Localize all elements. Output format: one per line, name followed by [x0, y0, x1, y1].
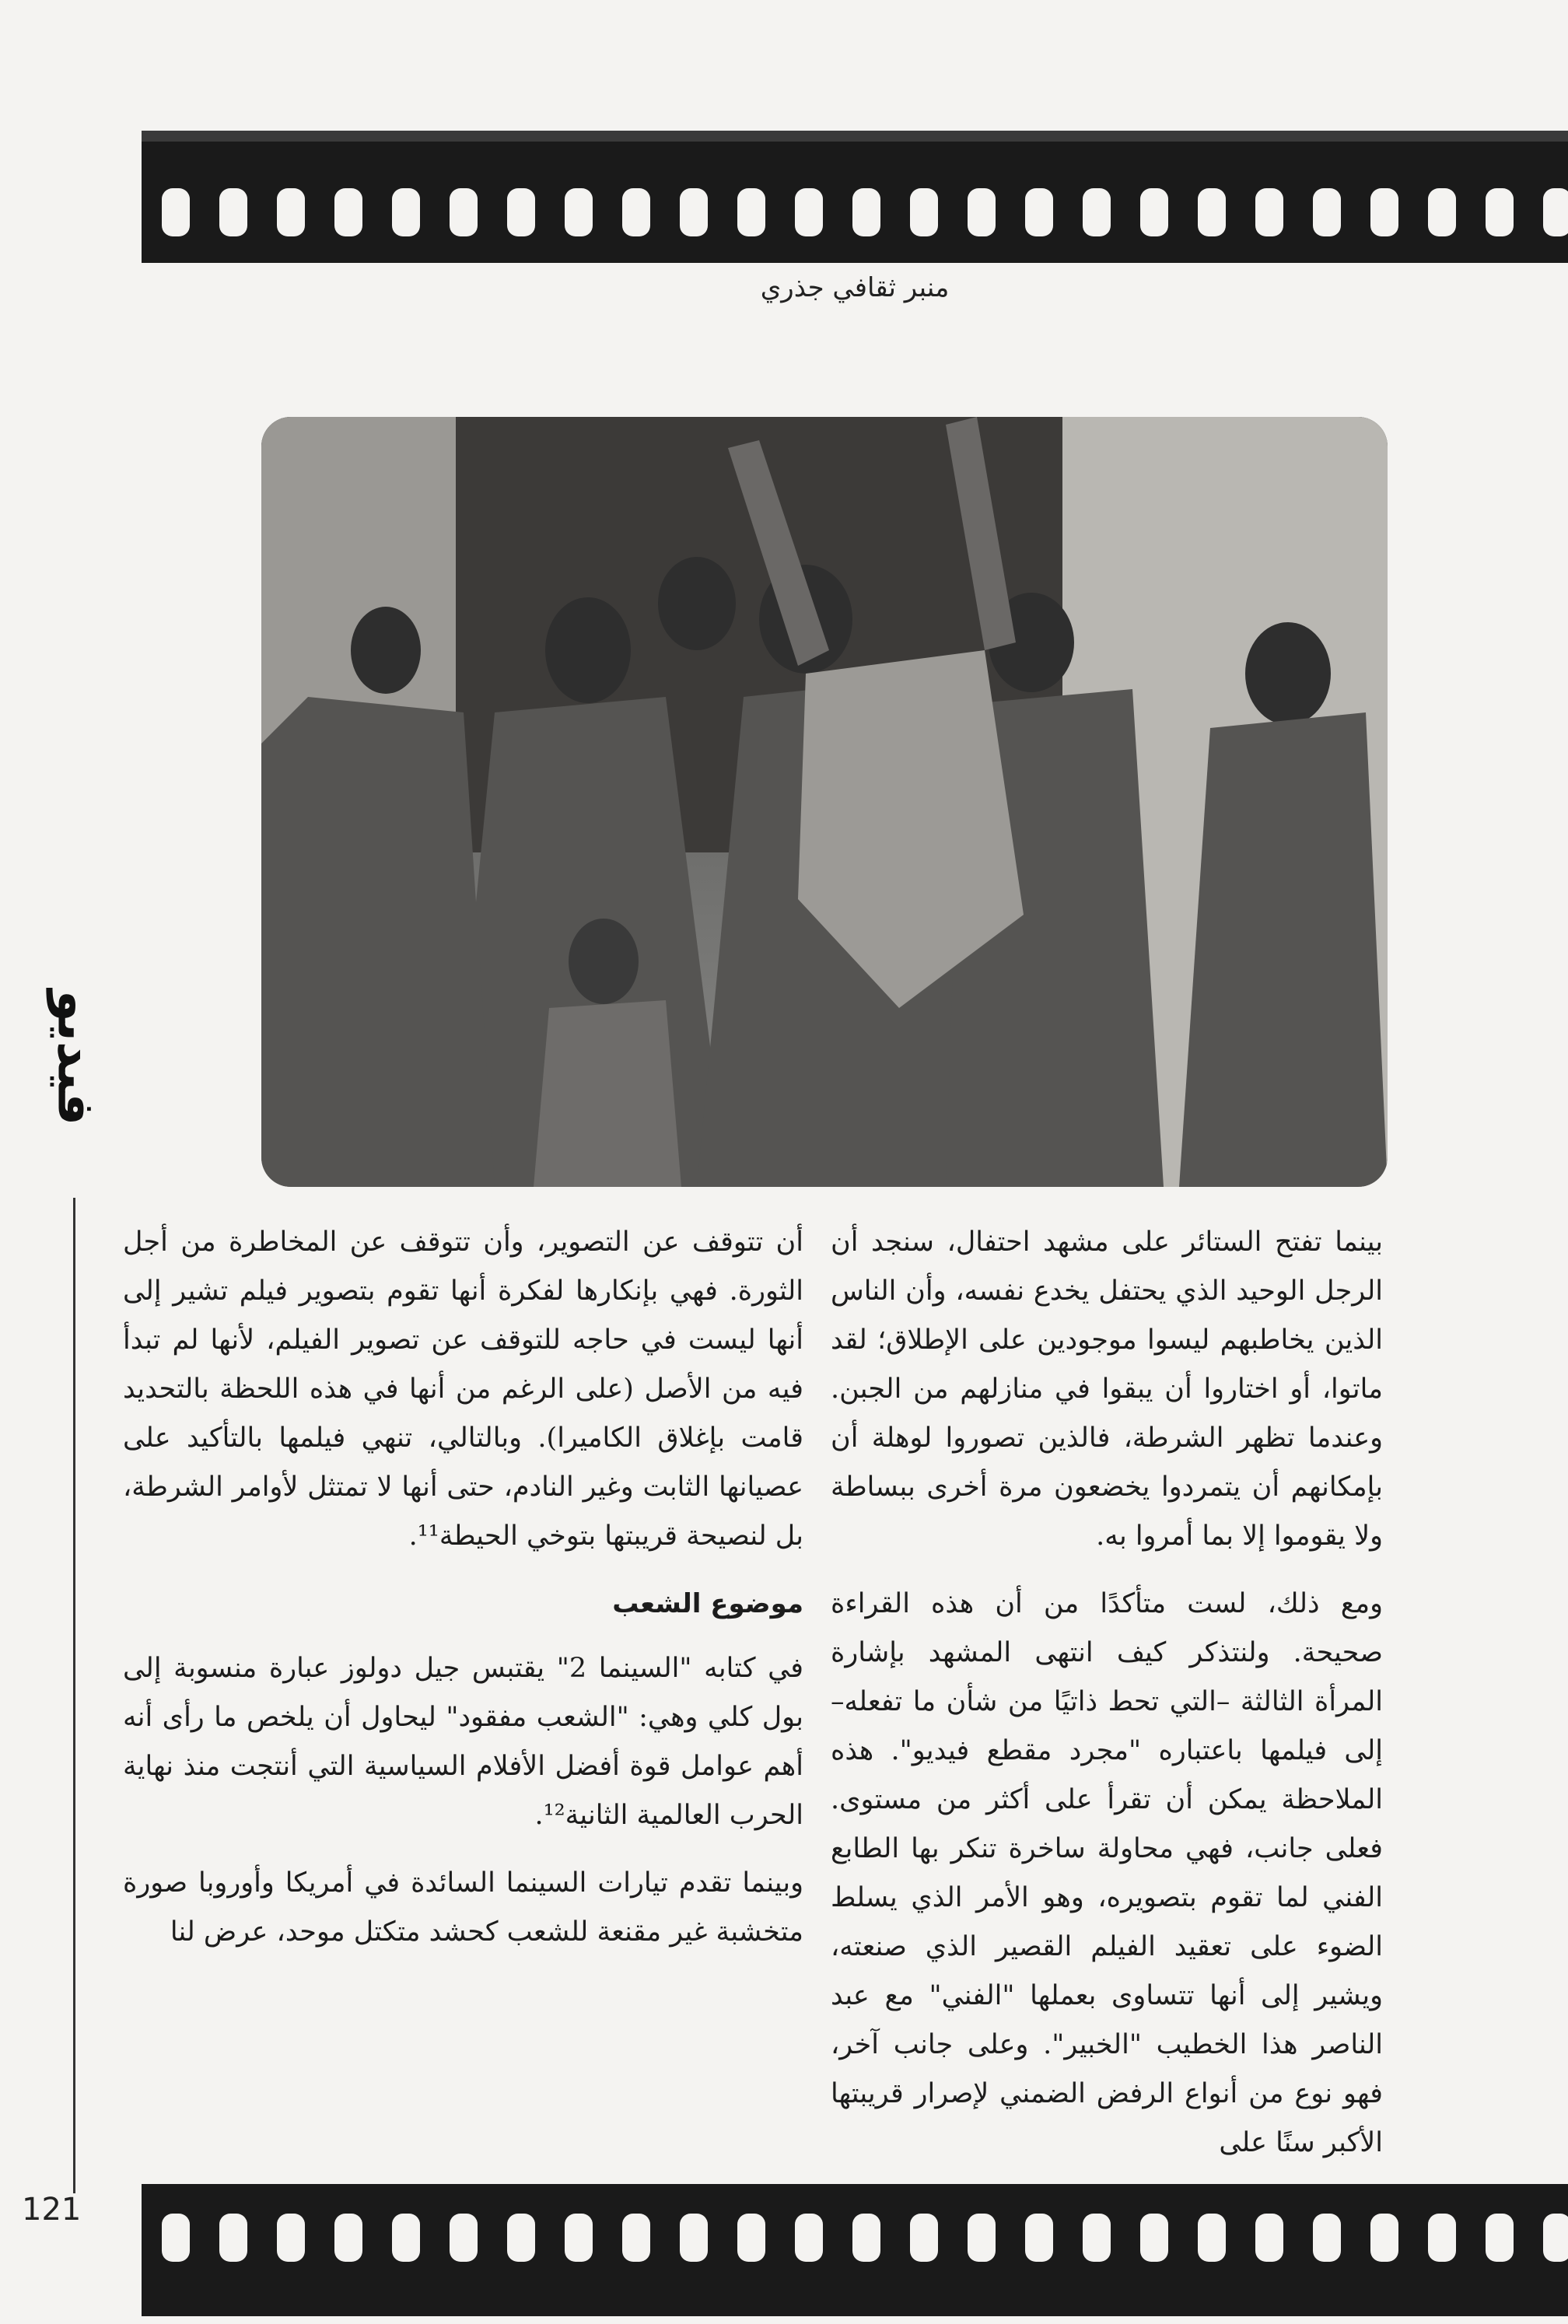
protest-photo [261, 417, 1388, 1187]
sprocket-hole [277, 2214, 305, 2262]
sprocket-hole [1313, 188, 1341, 236]
sprocket-hole [334, 188, 362, 236]
sprocket-hole [1428, 2214, 1456, 2262]
side-divider-line [73, 1198, 75, 2193]
sprocket-hole [162, 2214, 190, 2262]
sprocket-hole [450, 2214, 478, 2262]
sprocket-hole [1083, 188, 1111, 236]
sprocket-hole [1543, 2214, 1568, 2262]
sprocket-hole [795, 2214, 823, 2262]
paragraph: وبينما تقدم تيارات السينما السائدة في أمريكا وأوروبا صورة متخشبة غير مقنعة للشعب كحشد متكتل موحد، عرض لنا [123, 1867, 803, 1948]
film-strip-top-graphic [142, 131, 1568, 263]
sprocket-hole [1198, 2214, 1226, 2262]
sprocket-hole [737, 2214, 765, 2262]
sprocket-hole [392, 2214, 420, 2262]
section-title-text: فيديو [46, 989, 107, 1126]
sprocket-hole [852, 2214, 880, 2262]
page-number: 121 [22, 2192, 82, 2228]
sprocket-hole [1428, 188, 1456, 236]
sprocket-hole [277, 188, 305, 236]
paragraph: ومع ذلك، لست متأكدًا من أن هذه القراءة صحيحة. ولنتذكر كيف انتهى المشهد بإشارة المرأة الثالثة –التي تحط ذاتيًا من شأن ما تفعله– إلى فيلمها باعتباره "مجرد مقطع فيديو". هذه الملاحظة يمكن أن تقرأ على أكثر من مستوى. فعلى جانب، فهي محاولة ساخرة تنكر بها الطابع الفني لما تقوم بتصويره، وهو الأمر الذي يسلط الضوء على تعقيد الفيلم القصير الذي صنعته، ويشير إلى أنها تتساوى بعملها "الفني" مع عبد الناصر هذا الخطيب "الخبير". وعلى جانب آخر، فهو نوع من أنواع الرفض الضمني لإصرار قريبتها الأكبر سنًا على [831, 1588, 1384, 2158]
sprocket-hole [1140, 2214, 1168, 2262]
sprocket-hole [968, 188, 996, 236]
sprocket-hole [1370, 188, 1398, 236]
paragraph: في كتابه "السينما 2" يقتبس جيل دولوز عبارة منسوبة إلى بول كلي وهي: "الشعب مفقود" ليحاول أن يلخص ما رأى أنه أهم عوامل قوة أفضل الأفلام السياسية التي أنتجت منذ نهاية الحرب العالمية الثانية¹². [123, 1653, 803, 1831]
sprocket-hole [910, 2214, 938, 2262]
protest-photo-icon [261, 417, 1388, 1187]
sprocket-hole [795, 188, 823, 236]
sprocket-hole [622, 188, 650, 236]
article-column-left [123, 1218, 803, 1976]
sprocket-hole [910, 188, 938, 236]
sprocket-hole [1543, 188, 1568, 236]
sprocket-hole [968, 2214, 996, 2262]
sprocket-hole [507, 188, 535, 236]
article-column-right [831, 1218, 1383, 2186]
sprocket-hole [450, 188, 478, 236]
sprocket-hole [1486, 2214, 1514, 2262]
sprocket-hole [392, 188, 420, 236]
sprocket-hole [1025, 2214, 1053, 2262]
sprocket-hole [1255, 2214, 1283, 2262]
section-heading: موضوع الشعب [612, 1588, 803, 1619]
section-title-vertical [45, 957, 107, 1159]
sprocket-hole [1486, 188, 1514, 236]
sprocket-hole [1198, 188, 1226, 236]
sprocket-hole [162, 188, 190, 236]
sprocket-hole [1025, 188, 1053, 236]
paragraph: بينما تفتح الستائر على مشهد احتفال، سنجد أن الرجل الوحيد الذي يحتفل يخدع نفسه، وأن الناس الذين يخاطبهم ليسوا موجودين على الإطلاق؛ لقد ماتوا، أو اختاروا أن يبقوا في منازلهم من الجبن. وعندما تظهر الشرطة، فالذين تصوروا لوهلة أن بإمكانهم أن يتمردوا يخضعون مرة أخرى ببساطة ولا يقوموا إلا بما أمروا به. [831, 1227, 1383, 1552]
film-strip-bottom-graphic [142, 2184, 1568, 2316]
sprocket-hole [737, 188, 765, 236]
sprocket-hole [507, 2214, 535, 2262]
sprocket-hole [219, 188, 247, 236]
sprocket-hole [1083, 2214, 1111, 2262]
sprocket-hole [622, 2214, 650, 2262]
sprocket-hole [680, 188, 708, 236]
film-strip-top [142, 131, 1568, 263]
sprocket-hole [565, 2214, 593, 2262]
sprocket-hole [1255, 188, 1283, 236]
sprocket-hole [1140, 188, 1168, 236]
page-header: منبر ثقافي جذري [760, 272, 950, 303]
sprocket-hole [219, 2214, 247, 2262]
sprocket-hole [334, 2214, 362, 2262]
sprocket-hole [852, 188, 880, 236]
sprocket-hole [680, 2214, 708, 2262]
sprocket-hole [565, 188, 593, 236]
sprocket-hole [1370, 2214, 1398, 2262]
film-strip-bottom [142, 2184, 1568, 2316]
sprocket-hole [1313, 2214, 1341, 2262]
paragraph: أن تتوقف عن التصوير، وأن تتوقف عن المخاطرة من أجل الثورة. فهي بإنكارها لفكرة أنها تقوم بتصوير فيلم تشير إلى أنها ليست في حاجه للتوقف عن تصوير الفيلم، لأنها لم تبدأ فيه من الأصل (على الرغم من أنها في هذه اللحظة بالتحديد قامت بإغلاق الكاميرا). وبالتالي، تنهي فيلمها بالتأكيد على عصيانها الثابت وغير النادم، حتى أنها لا تمتثل لأوامر الشرطة، بل لنصيحة قريبتها بتوخي الحيطة¹¹. [123, 1227, 803, 1552]
